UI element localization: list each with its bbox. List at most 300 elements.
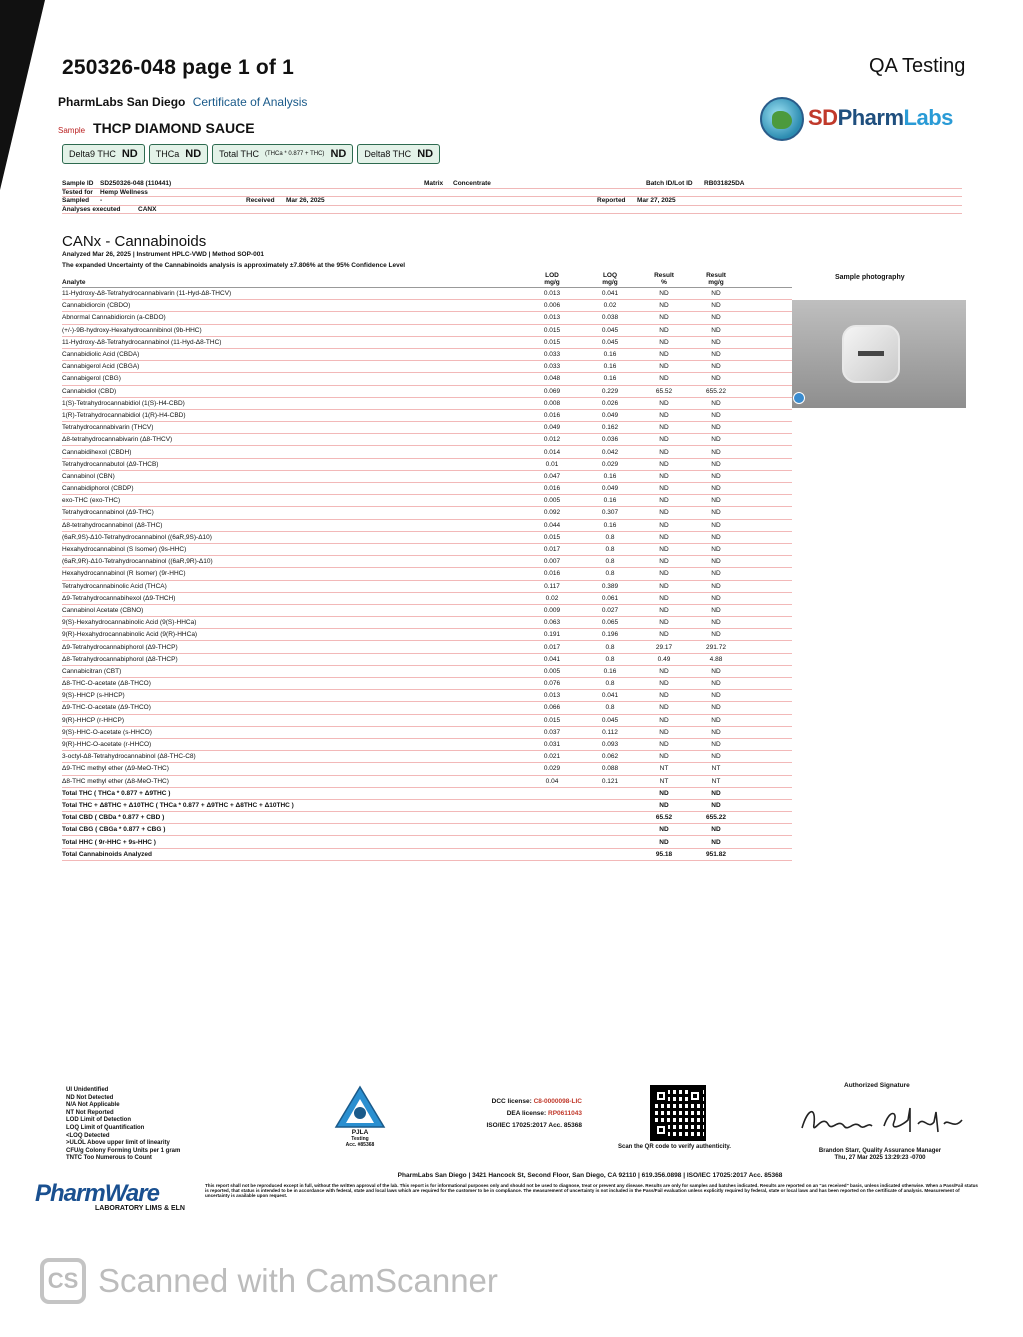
cell-result-pct: ND — [638, 531, 690, 543]
total-row — [62, 848, 792, 860]
pjla-triangle-icon — [334, 1085, 386, 1129]
lab-name: PharmLabs San Diego — [58, 95, 186, 109]
cell-analyte: Cannabinol Acetate (CBNO) — [62, 604, 522, 616]
table-row — [62, 714, 792, 726]
cell-result-pct: ND — [638, 580, 690, 592]
analysis-details: Analyzed Mar 26, 2025 | Instrument HPLC-VWD | Method SOP-001 — [62, 251, 264, 258]
cell-analyte: 9(R)-HHCP (r-HHCP) — [62, 714, 522, 726]
cell-loq: 0.8 — [582, 678, 638, 690]
cell-loq: 0.026 — [582, 397, 638, 409]
cell-result-mg: ND — [690, 580, 742, 592]
total-row — [62, 824, 792, 836]
cell-analyte: Cannabidiorcin (CBDO) — [62, 300, 522, 312]
table-row — [62, 434, 792, 446]
table-header — [62, 272, 792, 288]
cell-loq: 0.041 — [582, 288, 638, 300]
cell-result-pct: ND — [638, 556, 690, 568]
total-row — [62, 787, 792, 799]
cell-result-mg: ND — [690, 458, 742, 470]
cell-result-pct: ND — [638, 568, 690, 580]
cell-analyte: Δ8-THC-O-acetate (Δ8-THCO) — [62, 678, 522, 690]
cell-analyte: Total HHC ( 9r-HHC + 9s-HHC ) — [62, 836, 522, 848]
cell-result-pct: ND — [638, 665, 690, 677]
cell-lod: 0.069 — [522, 385, 582, 397]
cell-lod: 0.076 — [522, 678, 582, 690]
cell-loq: 0.045 — [582, 336, 638, 348]
table-row — [62, 519, 792, 531]
cell-lod: 0.007 — [522, 556, 582, 568]
cell-analyte: Tetrahydrocannabinolic Acid (THCA) — [62, 580, 522, 592]
cell-result-mg: 951.82 — [690, 848, 742, 860]
cell-result-mg: 655.22 — [690, 812, 742, 824]
logo-wordmark: SDPharmLabs — [808, 105, 953, 130]
cell-result-pct: ND — [638, 824, 690, 836]
cell-result-pct: ND — [638, 519, 690, 531]
cell-result-pct: ND — [638, 495, 690, 507]
table-row — [62, 348, 792, 360]
cell-analyte: 9(S)-Hexahydrocannabinolic Acid (9(S)-HHCa) — [62, 617, 522, 629]
cell-lod: 0.009 — [522, 604, 582, 616]
globe-icon — [760, 97, 804, 141]
table-row — [62, 458, 792, 470]
signature-icon — [798, 1102, 968, 1142]
cell-result-pct: ND — [638, 348, 690, 360]
cell-loq — [582, 824, 638, 836]
cell-result-mg: ND — [690, 288, 742, 300]
cell-loq — [582, 848, 638, 860]
table-row — [62, 702, 792, 714]
cell-analyte: Hexahydrocannabinol (R Isomer) (9r-HHC) — [62, 568, 522, 580]
cell-result-pct: ND — [638, 543, 690, 555]
cell-result-pct: ND — [638, 300, 690, 312]
table-row — [62, 580, 792, 592]
cell-lod: 0.016 — [522, 568, 582, 580]
cell-result-mg: ND — [690, 799, 742, 811]
cell-lod: 0.021 — [522, 751, 582, 763]
table-row — [62, 604, 792, 616]
cell-result-pct: ND — [638, 373, 690, 385]
cell-loq: 0.041 — [582, 690, 638, 702]
cell-result-pct: ND — [638, 336, 690, 348]
table-row — [62, 495, 792, 507]
sample-photo — [792, 300, 966, 408]
table-row — [62, 373, 792, 385]
cell-result-mg: ND — [690, 470, 742, 482]
cell-result-mg: ND — [690, 702, 742, 714]
cell-result-mg: NT — [690, 775, 742, 787]
table-row — [62, 397, 792, 409]
cell-loq: 0.16 — [582, 495, 638, 507]
cell-loq: 0.8 — [582, 531, 638, 543]
cell-result-mg: ND — [690, 483, 742, 495]
cell-result-mg: 4.88 — [690, 653, 742, 665]
footer-address: PharmLabs San Diego | 3421 Hancock St, Second Floor, San Diego, CA 92110 | 619.356.0898 | ISO/IEC 17025:2017 Acc. 85368 — [397, 1172, 783, 1179]
cell-loq: 0.8 — [582, 568, 638, 580]
cell-analyte: (+/-)-9B-hydroxy-Hexahydrocannibinol (9b-HHC) — [62, 324, 522, 336]
cell-result-mg: ND — [690, 336, 742, 348]
cell-analyte: Tetrahydrocannabutol (Δ9-THCB) — [62, 458, 522, 470]
cell-result-mg: ND — [690, 434, 742, 446]
table-row — [62, 568, 792, 580]
summary-delta8-thc: Delta8 THC ND — [357, 144, 440, 164]
cell-result-mg: 655.22 — [690, 385, 742, 397]
cell-analyte: Total THC ( THCa * 0.877 + Δ9THC ) — [62, 787, 522, 799]
cell-result-pct: ND — [638, 617, 690, 629]
cell-result-mg: ND — [690, 373, 742, 385]
cell-lod: 0.01 — [522, 458, 582, 470]
cell-analyte: 11-Hydroxy-Δ8-Tetrahydrocannabinol (11-Hyd-Δ8-THC) — [62, 336, 522, 348]
cell-result-mg: ND — [690, 787, 742, 799]
cell-result-mg: ND — [690, 665, 742, 677]
signatory: Brandon Starr, Quality Assurance Manager Thu, 27 Mar 2025 13:29:23 -0700 — [818, 1148, 942, 1161]
cell-loq: 0.16 — [582, 665, 638, 677]
table-row — [62, 653, 792, 665]
cell-analyte: Cannabidiphorol (CBDP) — [62, 483, 522, 495]
table-row — [62, 470, 792, 482]
cell-loq: 0.061 — [582, 592, 638, 604]
sample-line — [58, 120, 255, 136]
table-row — [62, 617, 792, 629]
cell-result-pct: ND — [638, 799, 690, 811]
cell-lod: 0.017 — [522, 543, 582, 555]
cell-result-mg: ND — [690, 604, 742, 616]
cell-analyte: exo-THC (exo-THC) — [62, 495, 522, 507]
cell-result-mg: ND — [690, 824, 742, 836]
verification-qr-code[interactable] — [650, 1085, 706, 1141]
table-row — [62, 629, 792, 641]
cell-analyte: Total Cannabinoids Analyzed — [62, 848, 522, 860]
table-row — [62, 678, 792, 690]
summary-delta9-thc: Delta9 THC ND — [62, 144, 145, 164]
results-body — [62, 288, 792, 861]
cell-lod: 0.033 — [522, 361, 582, 373]
cell-loq: 0.307 — [582, 507, 638, 519]
cell-loq: 0.16 — [582, 470, 638, 482]
cell-result-pct: ND — [638, 361, 690, 373]
cell-lod: 0.031 — [522, 738, 582, 750]
cell-lod: 0.015 — [522, 336, 582, 348]
cell-analyte: Δ8-Tetrahydrocannabiphorol (Δ8-THCP) — [62, 653, 522, 665]
cell-analyte: Abnormal Cannabidiorcin (a-CBDO) — [62, 312, 522, 324]
cell-result-pct: ND — [638, 470, 690, 482]
cell-lod: 0.015 — [522, 714, 582, 726]
cell-result-pct: 65.52 — [638, 385, 690, 397]
pharmware-logo: PharmWare LABORATORY LIMS & ELN — [35, 1180, 185, 1212]
cell-lod: 0.015 — [522, 324, 582, 336]
cell-loq: 0.045 — [582, 324, 638, 336]
cell-result-pct: ND — [638, 324, 690, 336]
cell-lod: 0.016 — [522, 409, 582, 421]
cell-lod: 0.066 — [522, 702, 582, 714]
table-row — [62, 690, 792, 702]
summary-badges — [62, 144, 440, 164]
cell-lod: 0.005 — [522, 665, 582, 677]
table-row — [62, 592, 792, 604]
cell-loq — [582, 812, 638, 824]
cell-lod: 0.041 — [522, 653, 582, 665]
cell-loq: 0.036 — [582, 434, 638, 446]
cell-result-mg: ND — [690, 592, 742, 604]
cell-result-mg: ND — [690, 361, 742, 373]
summary-thca: THCa ND — [149, 144, 208, 164]
cell-result-pct: ND — [638, 592, 690, 604]
cell-loq: 0.229 — [582, 385, 638, 397]
cell-loq: 0.162 — [582, 422, 638, 434]
signature-header: Authorized Signature — [844, 1082, 910, 1089]
cell-lod: 0.006 — [522, 300, 582, 312]
cell-result-mg: ND — [690, 446, 742, 458]
cell-loq: 0.121 — [582, 775, 638, 787]
header-result-pct: Result % — [638, 272, 690, 288]
cell-loq: 0.112 — [582, 726, 638, 738]
table-row — [62, 738, 792, 750]
table-row — [62, 483, 792, 495]
sample-name: THCP DIAMOND SAUCE — [93, 120, 255, 136]
table-row — [62, 641, 792, 653]
cell-analyte: Δ9-THC methyl ether (Δ9-MeO-THC) — [62, 763, 522, 775]
cell-result-pct: ND — [638, 288, 690, 300]
cell-result-pct: ND — [638, 397, 690, 409]
cell-result-pct: ND — [638, 458, 690, 470]
photo-label: Sample photography — [835, 274, 905, 281]
cell-lod: 0.013 — [522, 312, 582, 324]
cell-lod: 0.005 — [522, 495, 582, 507]
cell-result-mg: ND — [690, 556, 742, 568]
cell-loq: 0.027 — [582, 604, 638, 616]
section-title: CANx - Cannabinoids — [62, 233, 207, 250]
cell-result-pct: ND — [638, 690, 690, 702]
cell-analyte: Cannabigerol (CBG) — [62, 373, 522, 385]
cell-loq: 0.8 — [582, 556, 638, 568]
cell-analyte: Hexahydrocannabinol (S Isomer) (9s-HHC) — [62, 543, 522, 555]
cell-loq: 0.029 — [582, 458, 638, 470]
cell-result-pct: ND — [638, 604, 690, 616]
cell-analyte: Δ9-Tetrahydrocannabihexol (Δ9-THCH) — [62, 592, 522, 604]
cell-loq: 0.8 — [582, 641, 638, 653]
cell-result-mg: ND — [690, 690, 742, 702]
cell-analyte: 9(S)-HHC-O-acetate (s-HHCO) — [62, 726, 522, 738]
cell-analyte: 1(R)-Tetrahydrocannabidiol (1(R)-H4-CBD) — [62, 409, 522, 421]
cell-result-pct: ND — [638, 312, 690, 324]
cell-analyte: Δ9-Tetrahydrocannabiphorol (Δ9-THCP) — [62, 641, 522, 653]
cell-result-pct: ND — [638, 483, 690, 495]
cell-loq: 0.16 — [582, 519, 638, 531]
header-loq: LOQ mg/g — [582, 272, 638, 288]
cell-result-pct: 95.18 — [638, 848, 690, 860]
cell-lod: 0.092 — [522, 507, 582, 519]
table-row — [62, 288, 792, 300]
cell-loq: 0.8 — [582, 653, 638, 665]
cell-loq: 0.389 — [582, 580, 638, 592]
cell-analyte: Δ8-tetrahydrocannabinol (Δ8-THC) — [62, 519, 522, 531]
cell-lod — [522, 799, 582, 811]
total-row — [62, 836, 792, 848]
cell-analyte: Total THC + Δ8THC + Δ10THC ( THCa * 0.877 + Δ9THC + Δ8THC + Δ10THC ) — [62, 799, 522, 811]
cell-loq: 0.088 — [582, 763, 638, 775]
cell-loq: 0.16 — [582, 348, 638, 360]
table-row — [62, 385, 792, 397]
table-row — [62, 300, 792, 312]
cell-analyte: Cannabinol (CBN) — [62, 470, 522, 482]
cell-result-pct: 29.17 — [638, 641, 690, 653]
cell-result-pct: ND — [638, 678, 690, 690]
cell-loq: 0.042 — [582, 446, 638, 458]
cell-loq — [582, 787, 638, 799]
cell-result-mg: ND — [690, 397, 742, 409]
cell-lod: 0.044 — [522, 519, 582, 531]
cell-result-mg: ND — [690, 507, 742, 519]
cell-loq: 0.065 — [582, 617, 638, 629]
cell-result-pct: 65.52 — [638, 812, 690, 824]
cell-loq — [582, 836, 638, 848]
cell-result-pct: ND — [638, 714, 690, 726]
cell-result-pct: ND — [638, 409, 690, 421]
cell-lod: 0.012 — [522, 434, 582, 446]
cell-loq — [582, 799, 638, 811]
cell-lod: 0.017 — [522, 641, 582, 653]
cell-lod: 0.049 — [522, 422, 582, 434]
qr-caption: Scan the QR code to verify authenticity. — [618, 1144, 731, 1150]
cell-result-mg: ND — [690, 714, 742, 726]
cell-result-mg: ND — [690, 726, 742, 738]
total-row — [62, 799, 792, 811]
cell-result-pct: ND — [638, 702, 690, 714]
cell-loq: 0.8 — [582, 702, 638, 714]
table-row — [62, 543, 792, 555]
table-row — [62, 312, 792, 324]
cell-analyte: 9(S)-HHCP (s-HHCP) — [62, 690, 522, 702]
cell-lod: 0.02 — [522, 592, 582, 604]
cell-result-mg: ND — [690, 348, 742, 360]
cell-analyte: Total CBG ( CBGa * 0.877 + CBG ) — [62, 824, 522, 836]
cannabinoid-results-table — [62, 272, 792, 861]
cell-result-mg: ND — [690, 312, 742, 324]
cell-lod: 0.04 — [522, 775, 582, 787]
cell-loq: 0.062 — [582, 751, 638, 763]
cell-result-pct: ND — [638, 446, 690, 458]
cell-loq: 0.16 — [582, 361, 638, 373]
cell-result-pct: ND — [638, 751, 690, 763]
cell-loq: 0.8 — [582, 543, 638, 555]
footer-disclaimer: This report shall not be reproduced except in full, without the written approval of the lab. This report is for informational purposes only and should not be used to diagnose, treat or prevent any disease. Results are only for samples and batches indicated. Results are reported on an "as received" basis, unless indicated otherwise. When a Pass/Fail status is reported, that status is intended to be in accordance with federal, state and local laws which are required for the customer to be in compliance. The measurement of uncertainty is not included in the Pass/Fail evaluation unless explicitly required by federal, state or local laws and has been reported on the certificate of analysis. Measurement of uncertainty is available upon request. — [205, 1183, 978, 1199]
cell-analyte: 3-octyl-Δ8-Tetrahydrocannabinol (Δ8-THC-C8) — [62, 751, 522, 763]
cell-lod: 0.013 — [522, 288, 582, 300]
summary-total-thc: Total THC (THCa * 0.877 + THC) ND — [212, 144, 353, 164]
header-lod: LOD mg/g — [522, 272, 582, 288]
cell-result-mg: ND — [690, 422, 742, 434]
cell-analyte: Cannabigerol Acid (CBGA) — [62, 361, 522, 373]
camscanner-icon: CS — [40, 1258, 86, 1304]
cell-analyte: 9(R)-HHC-O-acetate (r-HHCO) — [62, 738, 522, 750]
document-id: 250326-048 page 1 of 1 — [62, 56, 295, 79]
cell-lod: 0.037 — [522, 726, 582, 738]
lab-line — [58, 95, 307, 109]
table-row — [62, 422, 792, 434]
cell-lod — [522, 836, 582, 848]
table-row — [62, 726, 792, 738]
cell-lod — [522, 787, 582, 799]
cell-lod: 0.191 — [522, 629, 582, 641]
cell-analyte: 9(R)-Hexahydrocannabinolic Acid (9(R)-HHCa) — [62, 629, 522, 641]
cell-lod: 0.029 — [522, 763, 582, 775]
cell-lod: 0.033 — [522, 348, 582, 360]
camscanner-watermark — [40, 1258, 498, 1304]
cell-result-mg: ND — [690, 519, 742, 531]
cell-analyte: Cannabidiol (CBD) — [62, 385, 522, 397]
cell-result-mg: ND — [690, 543, 742, 555]
cell-analyte: Δ9-THC-O-acetate (Δ9-THCO) — [62, 702, 522, 714]
cell-lod: 0.048 — [522, 373, 582, 385]
cell-lod: 0.016 — [522, 483, 582, 495]
cell-result-mg: ND — [690, 617, 742, 629]
cell-analyte: Cannabidihexol (CBDH) — [62, 446, 522, 458]
cell-result-mg: ND — [690, 409, 742, 421]
cell-result-mg: ND — [690, 300, 742, 312]
cell-loq: 0.038 — [582, 312, 638, 324]
cell-result-mg: ND — [690, 751, 742, 763]
cell-loq: 0.045 — [582, 714, 638, 726]
cell-analyte: Δ8-THC methyl ether (Δ8-MeO-THC) — [62, 775, 522, 787]
cell-result-pct: ND — [638, 787, 690, 799]
header-result-mg: Result mg/g — [690, 272, 742, 288]
cell-result-pct: ND — [638, 836, 690, 848]
jar-image — [842, 325, 900, 383]
cell-analyte: 1(S)-Tetrahydrocannabidiol (1(S)-H4-CBD) — [62, 397, 522, 409]
cell-loq: 0.093 — [582, 738, 638, 750]
cell-loq: 0.16 — [582, 373, 638, 385]
qa-testing-label: QA Testing — [869, 55, 966, 77]
table-row — [62, 751, 792, 763]
sdpharmlabs-logo — [760, 95, 970, 141]
cell-loq: 0.196 — [582, 629, 638, 641]
cell-result-pct: ND — [638, 434, 690, 446]
cell-analyte: (6aR,9R)-Δ10-Tetrahydrocannabinol ((6aR,9R)-Δ10) — [62, 556, 522, 568]
scan-shadow-corner — [0, 0, 45, 190]
table-row — [62, 531, 792, 543]
camscanner-text: Scanned with CamScanner — [98, 1262, 498, 1299]
cell-result-pct: ND — [638, 738, 690, 750]
cell-result-pct: ND — [638, 422, 690, 434]
cell-analyte: 11-Hydroxy-Δ8-Tetrahydrocannabivarin (11-Hyd-Δ8-THCV) — [62, 288, 522, 300]
cell-analyte: (6aR,9S)-Δ10-Tetrahydrocannabinol ((6aR,9S)-Δ10) — [62, 531, 522, 543]
cell-lod — [522, 812, 582, 824]
cell-lod — [522, 848, 582, 860]
cell-analyte: Tetrahydrocannabinol (Δ9-THC) — [62, 507, 522, 519]
table-row — [62, 324, 792, 336]
cell-result-mg: ND — [690, 678, 742, 690]
cell-lod: 0.047 — [522, 470, 582, 482]
cell-result-pct: ND — [638, 507, 690, 519]
cell-lod: 0.014 — [522, 446, 582, 458]
cell-result-mg: 291.72 — [690, 641, 742, 653]
total-row — [62, 812, 792, 824]
cell-analyte: Cannabidiolic Acid (CBDA) — [62, 348, 522, 360]
uncertainty-note: The expanded Uncertainty of the Cannabinoids analysis is approximately ±7.806% at the 95% Confidence Level — [62, 262, 406, 269]
table-row — [62, 507, 792, 519]
sample-metadata: Sample ID SD250326-048 (110441) Matrix Concentrate Batch ID/Lot ID RB031825DA Tested for Hemp Wellness Sampled - Received Mar 26, 2025 Reported Mar 27, 2025 Analyses executed CANX — [62, 180, 962, 214]
cell-result-mg: ND — [690, 495, 742, 507]
cell-lod: 0.013 — [522, 690, 582, 702]
cell-lod: 0.117 — [522, 580, 582, 592]
cell-result-mg: ND — [690, 836, 742, 848]
cell-lod: 0.008 — [522, 397, 582, 409]
cell-result-mg: ND — [690, 568, 742, 580]
table-row — [62, 361, 792, 373]
table-row — [62, 775, 792, 787]
sample-prefix: Sample — [58, 126, 86, 135]
cell-loq: 0.049 — [582, 409, 638, 421]
cell-analyte: Cannabicitran (CBT) — [62, 665, 522, 677]
